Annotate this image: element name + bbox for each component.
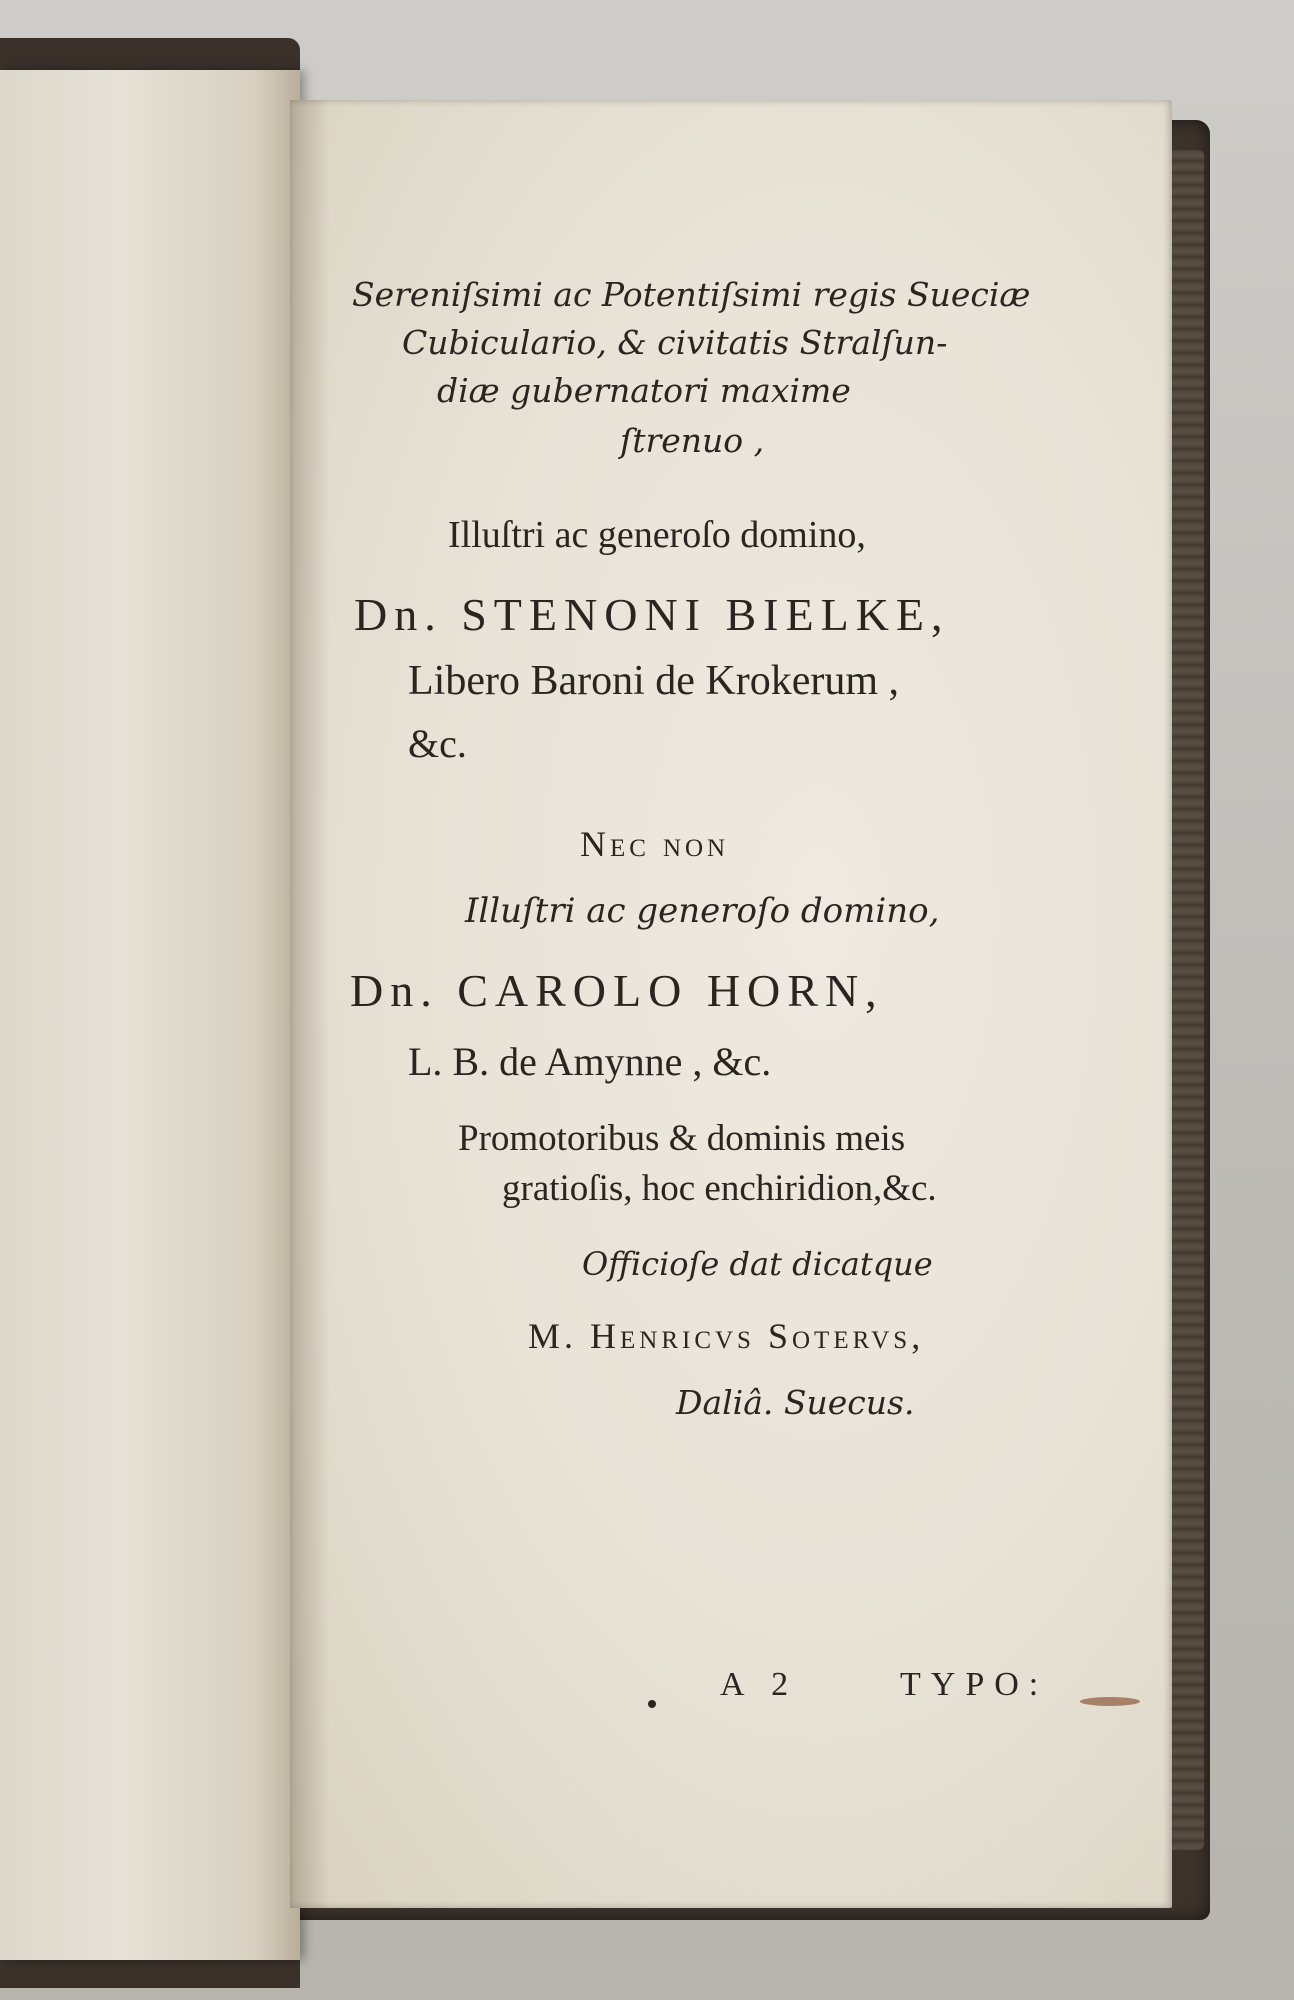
- closing-line-2: gratioſis, hoc enchiridion,&c.: [502, 1168, 937, 1209]
- second-honoree-intro: Illuſtri ac generoſo domino,: [465, 891, 940, 931]
- dedication-line-4: ſtrenuo ,: [620, 421, 765, 460]
- first-honoree-name: Dn. STENONI BIELKE,: [354, 589, 950, 640]
- closing-line-1: Promotoribus & dominis meis: [458, 1118, 906, 1159]
- second-honoree-connector: Nec non: [580, 824, 730, 864]
- dedication-line-2: Cubiculario, & civitatis Stralſun-: [402, 323, 948, 362]
- first-honoree-title: Libero Baroni de Krokerum ,: [408, 658, 900, 704]
- left-page: [0, 70, 300, 1960]
- second-honoree-name: Dn. CAROLO HORN,: [350, 965, 884, 1016]
- signature-mark: A 2: [720, 1666, 799, 1703]
- second-honoree-title: L. B. de Amynne , &c.: [408, 1039, 772, 1084]
- closing-offering: Officioſe dat dicatque: [582, 1245, 933, 1283]
- ink-smudge: [1080, 1697, 1140, 1706]
- catchword: TYPO:: [900, 1666, 1049, 1703]
- closing-origin: Daliâ. Suecus.: [676, 1383, 915, 1422]
- dedication-line-1: Sereniſsimi ac Potentiſsimi regis Sueciæ: [352, 275, 1031, 314]
- first-honoree-intro: Illuſtri ac generoſo domino,: [448, 514, 866, 556]
- dedication-page-text: [290, 100, 1172, 1908]
- footer-dot: [648, 1700, 656, 1708]
- dedication-line-3: diæ gubernatori maxime: [437, 371, 851, 410]
- first-honoree-etc: &c.: [408, 721, 467, 766]
- closing-author: M. Henricvs Sotervs,: [528, 1316, 925, 1356]
